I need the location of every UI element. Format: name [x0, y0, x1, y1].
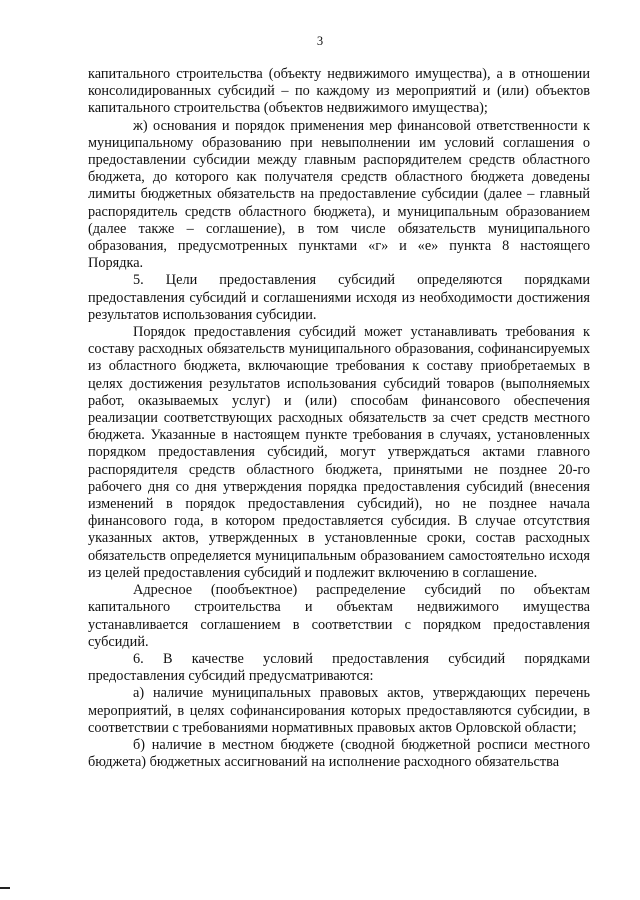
- paragraph-item-a: а) наличие муниципальных правовых актов, утверждающих перечень мероприятий, в целях софинансирования которых предоставляются субсидии, в соответствии с требованиями нормативных правовых актов Орловской области;: [88, 685, 590, 736]
- margin-mark: [0, 887, 10, 889]
- paragraph-continuation: капитального строительства (объекту недвижимого имущества), а в отношении консолидированных субсидий – по каждому из мероприятий и (или) объектов капитального строительства (объектов недвижимого имущества);: [88, 66, 590, 117]
- paragraph-item-zh: ж) основания и порядок применения мер финансовой ответственности к муниципальному образованию при невыполнении им условий соглашения о предоставлении субсидии между главным распорядителем средств областного бюджета, до которого как получателя средств областного бюджета доведены лимиты бюджетных обязательств на предоставление субсидии (далее – главный распорядитель средств областного бюджета), и муниципальным образованием (далее также – соглашение), в том числе обязательств муниципального образования, предусмотренных пунктами «г» и «е» пункта 8 настоящего Порядка.: [88, 117, 590, 272]
- page-number: 3: [316, 34, 324, 48]
- paragraph-item-b: б) наличие в местном бюджете (сводной бюджетной росписи местного бюджета) бюджетных ассигнований на исполнение расходного обязательства: [88, 736, 590, 771]
- paragraph-address-distribution: Адресное (пообъектное) распределение субсидий по объектам капитального строительства и объектам недвижимого имущества устанавливается соглашением в соответствии с порядком предоставления субсидий.: [88, 582, 590, 650]
- paragraph-clause-6: 6. В качестве условий предоставления субсидий порядками предоставления субсидий предусматриваются:: [88, 650, 590, 685]
- paragraph-requirements: Порядок предоставления субсидий может устанавливать требования к составу расходных обязательств муниципального образования, софинансируемых из областного бюджета, включающие требования к составу приобретаемых в целях достижения результатов использования субсидий товаров (выполняемых работ, оказываемых услуг) и (или) способам финансового обеспечения реализации соответствующих расходных обязательств за счет средств местного бюджета. Указанные в настоящем пункте требования в случаях, установленных порядком предоставления субсидий, могут утверждаться актами главного распорядителя средств областного бюджета, принятыми не позднее 20-го рабочего дня со дня утверждения порядка предоставления субсидий (внесения изменений в порядок предоставления субсидий), но не позднее начала финансового года, в котором предоставляется субсидия. В случае отсутствия указанных актов, утвержденных в установленные сроки, состав расходных обязательств определяется муниципальным образованием самостоятельно исходя из целей предоставления субсидий и подлежит включению в соглашение.: [88, 324, 590, 581]
- paragraph-clause-5: 5. Цели предоставления субсидий определяются порядками предоставления субсидий и соглашениями исходя из необходимости достижения результатов использования субсидии.: [88, 272, 590, 323]
- document-body: [88, 66, 590, 771]
